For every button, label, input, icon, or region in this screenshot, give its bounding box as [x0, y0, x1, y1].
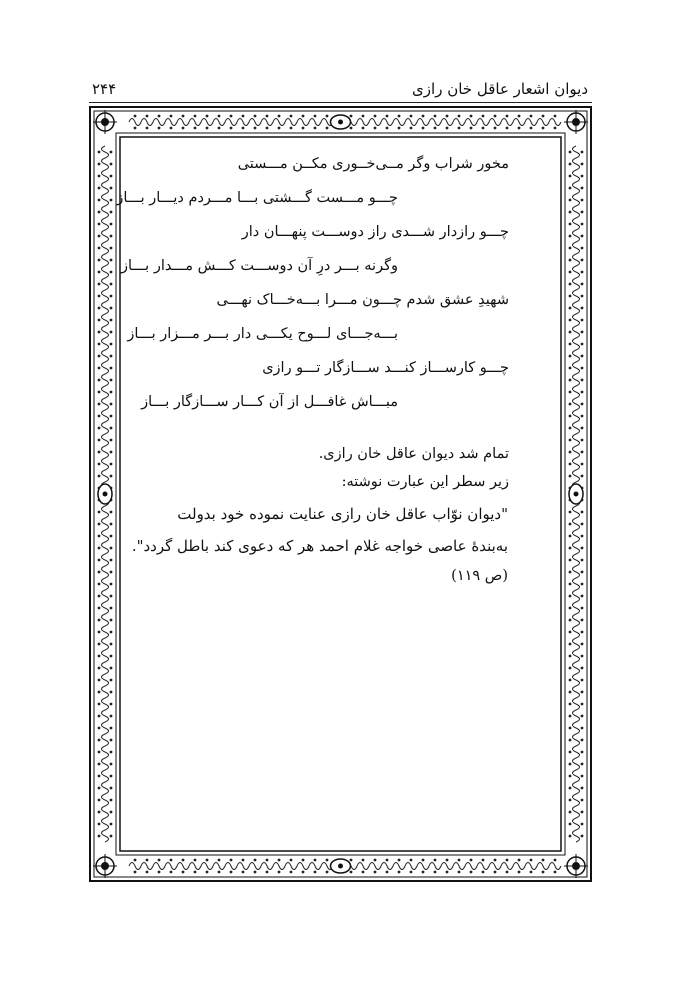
- ornament-border-icon: [89, 106, 592, 882]
- header-rule: [89, 102, 592, 103]
- colophon-page-ref: (ص ۱۱۹): [451, 568, 508, 584]
- running-header-title: دیوان اشعار عاقل خان رازی: [412, 80, 588, 98]
- poem-line-7: چـــو کارســـاز کنـــد ســـازگار تـــو رازی: [262, 360, 509, 376]
- colophon-end-note: تمام شد دیوان عاقل خان رازی.: [318, 446, 509, 462]
- poem-line-3: چـــو رازدار شـــدی راز دوســـت پنهـــان دار: [241, 224, 509, 240]
- page-number: ۲۴۴: [92, 80, 117, 98]
- poem-line-1: مخور شراب وگر مــی‌خــوری مکــن مـــستی: [237, 156, 509, 172]
- poem-line-4: وگرنه بـــر درِ آن دوســـت کـــش مـــدار بـــاز: [121, 258, 398, 274]
- poem-line-5: شهیدِ عشق شدم چـــون مـــرا بـــه‌خـــاک نهـــی: [216, 292, 509, 308]
- colophon-quote-line-1: "دیوان نوّاب عاقل خان رازی عنایت نموده خود بدولت: [177, 505, 508, 523]
- colophon-quote-line-2: به‌بندهٔ عاصی خواجه غلام احمد هر که دعوی کند باطل گردد".: [131, 537, 508, 555]
- poem-line-2: چـــو مـــست گـــشتی بـــا مـــردم دیـــار بـــاز: [116, 190, 398, 206]
- ornamental-border: [89, 106, 592, 882]
- poem-line-8: مبـــاش غافـــل از آن کـــار ســـازگار بـــاز: [141, 394, 398, 410]
- colophon-below-line: زیر سطر این عبارت نوشته:: [341, 474, 509, 490]
- poem-line-6: بـــه‌جـــای لـــوح یکـــی دار بـــر مـــزار بـــاز: [127, 326, 398, 342]
